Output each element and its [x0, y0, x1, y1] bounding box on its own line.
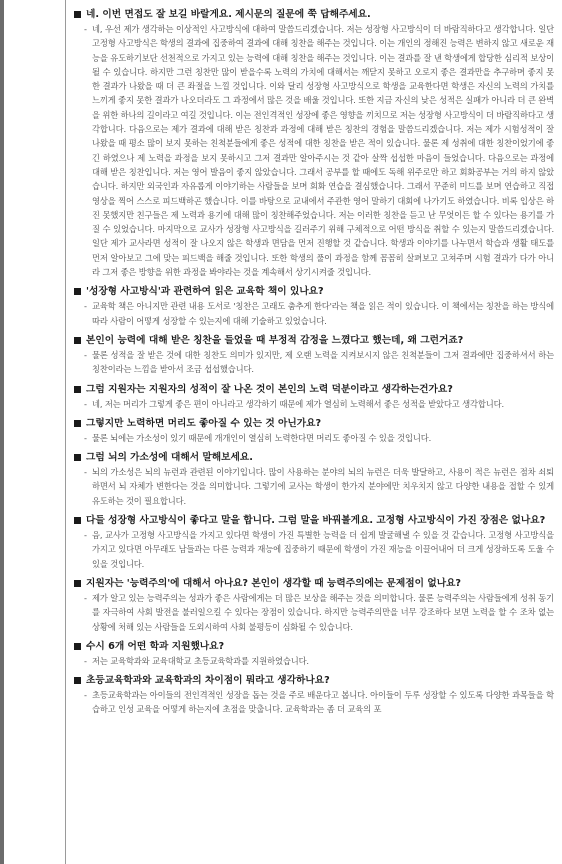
dash-icon: -: [84, 655, 87, 666]
square-bullet-icon: [74, 643, 81, 650]
square-bullet-icon: [74, 337, 81, 344]
square-bullet-icon: [74, 454, 81, 461]
dash-icon: -: [84, 398, 87, 409]
answer: - 저는 교육학과와 교육대학교 초등교육학과를 지원하였습니다.: [74, 654, 554, 668]
question: 초등교육학과와 교육학과의 차이점이 뭐라고 생각하나요?: [74, 673, 554, 688]
qa-item: [74, 333, 554, 377]
question: 네. 이번 면접도 잘 보길 바랄게요. 제시문의 질문에 쭉 답해주세요.: [74, 7, 554, 22]
answer: - 네, 우선 제가 생각하는 이상적인 사고방식에 대하여 말씀드리겠습니다. 저는 성장형 사고방식이 더 바람직하다고 생각합니다. 일단 고정형 사고방식은 학생의 결과에 집중하여 결과에 대해 칭찬을 해주는 것입니다. 이는 개인의 정해진 능력은 변하지 않고 새로운 재능을 유도하기보단 선천적으로 가지고 있는 능력에 대해 칭찬을 해주는 것입니다. 이는 결과를 잘 낸 학생에게 합당한 심리적 보상이 될 수 있습니다. 하지만 그런 칭찬만 많이 받을수록 노력의 가치에 대해서는 깨닫지 못하고 오로지 좋은 결과만을 추구하며 좋지 못한 결과가 나왔을 때 더 큰 좌절을 느낄 것입니다. 이와 달리 성장형 사고방식으로 학생을 교육한다면 학생은 자신의 노력의 가치를 느끼게 좋지 못한 결과가 나오더라도 그 과정에서 많은 것을 배울 것입니다. 또한 지금 자신의 낮은 성적은 실패가 아니라 더 큰 완벽을 위한 하나의 길이라고 여길 것입니다. 이는 전인격적인 성장에 좋은 영향을 끼치므로 저는 성장형 사고방식이 더 바람직하다고 생각합니다. 다음으로는 제가 결과에 대해 받은 칭찬과 과정에 대해 받은 칭찬의 경험을 말씀드리겠습니다. 저는 제가 시험성적이 잘 나왔을 때 평소 많이 보지 못하는 친척분들에게 좋은 성적에 대한 칭찬을 받은 적이 있습니다. 물론 제 성취에 대한 칭찬이었기에 좋긴 하였으나 제 노력을 과정을 보지 못하시고 그저 결과만 알아주시는 것 같아 살짝 섭섭한 마음이 들었습니다. 다음으로는 과정에 대해 받은 칭찬입니다. 저는 영어 발음이 좋지 않았습니다. 그래서 공부를 할 때에도 독해 위주로만 하고 회화공부는 거의 하지 않았습니다. 하지만 외국인과 자유롭게 이야기하는 사람들을 보며 회화 연습을 결심했습니다. 그래서 꾸준히 미드를 보며 연습하고 직접 영상을 찍어 스스로 피드백하곤 했습니다. 이를 바탕으로 교내에서 주관한 영어 말하기 대회에 나가기도 하였습니다. 비록 입상은 하진 못했지만 친구들은 제 노력과 용기에 대해 많이 칭찬해주었습니다. 저는 이러한 칭찬을 듣고 난 무엇이든 할 수 있다는 용기를 가질 수 있었습니다. 마지막으로 교사가 성장형 사고방식을 길러주기 위해 구체적으로 어떤 방식을 취할 수 있는지 말씀드리겠습니다. 일단 제가 교사라면 성적이 잘 나오지 않은 학생과 면담을 먼저 진행할 것 같습니다. 학생과 이야기를 나누면서 학습과 생활 태도를 먼저 알아보고 그에 맞는 피드백을 해줄 것입니다. 또한 학생의 풀이 과정을 함께 꼼꼼히 살펴보고 고쳐주며 시험 결과가 다가 아니라 그저 좋은 방향을 위한 과정을 봐야라는 것을 계속해서 상기시켜줄 것입니다.: [84, 24, 554, 278]
qa-item: [74, 576, 554, 634]
dash-icon: -: [84, 301, 87, 312]
qa-item: [74, 7, 554, 279]
square-bullet-icon: [74, 288, 81, 295]
square-bullet-icon: [74, 11, 81, 18]
question: 그럼 지원자는 지원자의 성적이 잘 나온 것이 본인의 노력 덕분이라고 생각하는건가요?: [74, 382, 554, 397]
question: 그렇지만 노력하면 머리도 좋아질 수 있는 것 아닌가요?: [74, 416, 554, 431]
dash-icon: -: [84, 592, 87, 603]
square-bullet-icon: [74, 677, 81, 684]
answer: - 초등교육학과는 아이들의 전인격적인 성장을 돕는 것을 주로 배운다고 봅니다. 아이들이 두루 성장할 수 있도록 다양한 과목들을 학습하고 인성 교육을 어떻게 하는지에 초점을 맞춥니다. 교육학과는 좀 더 교육의 포: [84, 690, 554, 715]
square-bullet-icon: [74, 580, 81, 587]
interview-content: [74, 7, 554, 722]
question: 다들 성장형 사고방식이 좋다고 말을 합니다. 그럼 말을 바꿔볼게요. 고정형 사고방식이 가진 장점은 없나요?: [74, 513, 554, 528]
question: 그럼 뇌의 가소성에 대해서 말해보세요.: [74, 450, 554, 465]
answer: - 교육학 책은 아니지만 관련 내용 도서로 '칭찬은 고래도 춤추게 한다'라는 책을 읽은 적이 있습니다. 이 책에서는 칭찬을 하는 방식에 따라 사람이 어떻게 성장할 수 있는지에 대해 기술하고 있었습니다.: [84, 301, 554, 326]
dash-icon: -: [84, 24, 87, 34]
question: '성장형 사고방식'과 관련하여 읽은 교육학 책이 있나요?: [74, 284, 554, 299]
answer: - 음, 교사가 고정형 사고방식을 가지고 있다면 학생이 가진 특별한 능력을 더 쉽게 발굴해낼 수 있을 것 같습니다. 고정형 사고방식을 가지고 있다면 아무래도 남들과는 다른 능력과 재능에 집중하기 때문에 학생이 가진 재능을 이끌어내어 더 크게 성장하도록 도울 수 있을 것입니다.: [84, 530, 554, 569]
square-bullet-icon: [74, 517, 81, 524]
question: 지원자는 '능력주의'에 대해서 아나요? 본인이 생각할 때 능력주의에는 문제점이 없나요?: [74, 576, 554, 591]
answer: - 제가 알고 있는 능력주의는 성과가 좋은 사람에게는 더 많은 보상을 해주는 것을 의미합니다. 물론 능력주의는 사람들에게 성취 동기를 자극하여 사회 발전을 불러일으킬 수 있다는 장점이 있습니다. 하지만 능력주의만을 너무 강조하다 보면 노력을 할 수 조차 없는 상황에 처해 있는 사람들을 도외시하여 사회 불평등이 심화될 수 있습니다.: [84, 592, 554, 632]
answer: - 뇌의 가소성은 뇌의 뉴런과 관련된 이야기입니다. 많이 사용하는 분야의 뇌의 뉴런은 더욱 발달하고, 사용이 적은 뉴런은 점차 쇠퇴하면서 뇌 자체가 변한다는 것을 의미합니다. 그렇기에 교사는 학생이 한가지 분야에만 치우치지 않고 다양한 내용을 접할 수 있게 유도하는 것이 필요합니다.: [84, 467, 554, 506]
side-band: [4, 0, 66, 864]
answer: - 물론 성적을 잘 받은 것에 대한 칭찬도 의미가 있지만, 제 오랜 노력을 지켜보시지 않은 친척분들이 그저 결과에만 집중하셔서 하는 칭찬이라는 느낌을 받아서 조금 섭섭했습니다.: [84, 349, 554, 375]
answer: - 네, 저는 머리가 그렇게 좋은 편이 아니라고 생각하기 때문에 제가 열심히 노력해서 좋은 성적을 받았다고 생각합니다.: [74, 397, 554, 411]
dash-icon: -: [84, 690, 87, 701]
dash-icon: -: [84, 432, 87, 443]
square-bullet-icon: [74, 420, 81, 427]
dash-icon: -: [84, 349, 87, 360]
qa-item: [74, 284, 554, 328]
dash-icon: -: [84, 467, 87, 478]
qa-item: [74, 382, 554, 411]
square-bullet-icon: [74, 386, 81, 393]
question: 본인이 능력에 대해 받은 칭찬을 들었을 때 부정적 감정을 느꼈다고 했는데, 왜 그런거죠?: [74, 333, 554, 348]
answer: - 물론 뇌에는 가소성이 있기 때문에 개개인이 열심히 노력한다면 머리도 좋아질 수 있을 것입니다.: [74, 431, 554, 445]
qa-item: [74, 416, 554, 445]
qa-item: [74, 450, 554, 508]
question: 수시 6개 어떤 학과 지원했나요?: [74, 639, 554, 654]
qa-item: [74, 673, 554, 717]
dash-icon: -: [84, 530, 87, 541]
qa-item: [74, 513, 554, 571]
qa-item: [74, 639, 554, 668]
